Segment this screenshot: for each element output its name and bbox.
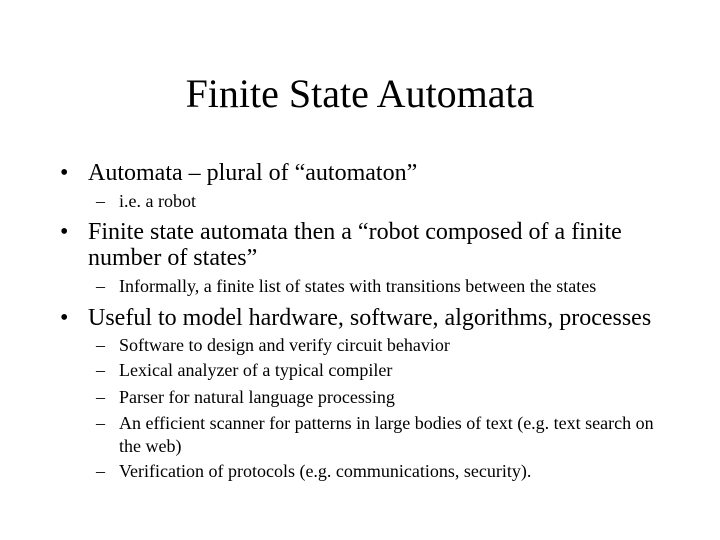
sub-bullet-text: An efficient scanner for patterns in large bodies of text (e.g. text search on the web) [119,413,654,456]
bullet-marker: • [60,160,69,186]
sub-bullet-text: Verification of protocols (e.g. communications, security). [119,461,532,481]
dash-marker: – [96,276,105,296]
slide-title: Finite State Automata [185,71,535,116]
sub-bullet-item [96,386,676,409]
dash-marker: – [96,461,105,481]
bullet-marker: • [60,305,69,331]
dash-marker: – [96,387,105,407]
sub-bullet-item [96,460,676,483]
bullet-item [60,160,680,186]
sub-bullet-text: Parser for natural language processing [119,387,395,407]
sub-bullet-text: Software to design and verify circuit behavior [119,335,450,355]
bullet-text: Useful to model hardware, software, algorithms, processes [88,305,652,331]
bullet-item [60,305,680,331]
sub-bullet-item [96,412,676,458]
bullet-item [60,219,680,271]
dash-marker: – [96,360,105,380]
dash-marker: – [96,191,105,211]
bullet-text: Finite state automata then a “robot composed of a finite number of states” [88,219,622,271]
sub-bullet-text: Lexical analyzer of a typical compiler [119,360,393,380]
sub-bullet-item [96,190,676,213]
sub-bullet-text: i.e. a robot [119,191,196,211]
bullet-text: Automata – plural of “automaton” [88,160,418,186]
bullet-marker: • [60,219,69,245]
sub-bullet-item [96,334,676,357]
dash-marker: – [96,335,105,355]
sub-bullet-item [96,359,676,382]
sub-bullet-text: Informally, a finite list of states with transitions between the states [119,276,597,296]
dash-marker: – [96,413,105,433]
sub-bullet-item [96,275,676,298]
